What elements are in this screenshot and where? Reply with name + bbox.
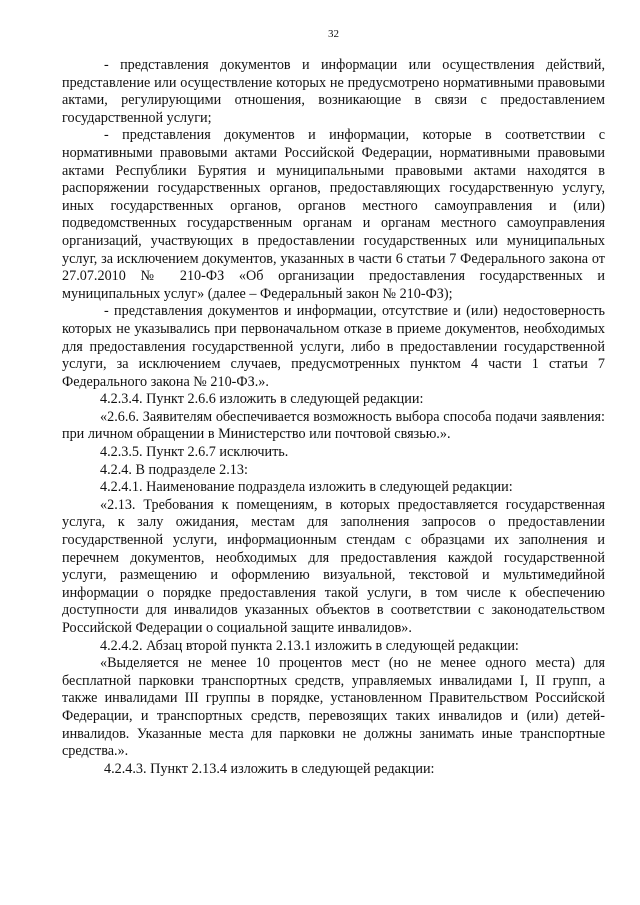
paragraph-5: «2.6.6. Заявителям обеспечивается возможность выбора способа подачи заявления: при личном обращении в Министерство или почтовой связью.».: [62, 408, 605, 443]
paragraph-7: 4.2.4. В подразделе 2.13:: [100, 461, 248, 478]
paragraph-9: «2.13. Требования к помещениям, в которых предоставляется государственная услуга, к залу ожидания, местам для заполнения запросов о предоставлении государственной услуги, информационным стендам с образцами их заполнения и перечнем документов, необходимых для предоставления каждой государственной услуги, размещению и оформлению визуальной, текстовой и мультимедийной информации о порядке предоставления такой услуги, в том числе к обеспечению доступности для инвалидов указанных объектов в соответствии с законодательством Российской Федерации о социальной защите инвалидов».: [62, 496, 605, 636]
paragraph-1: - представления документов и информации или осуществления действий, представление или осуществление которых не предусмотрено нормативными правовыми актами, регулирующими отношения, возникающие в связи с предоставлением государственной услуги;: [62, 57, 605, 126]
page-number: 32: [328, 28, 339, 40]
paragraph-10: 4.2.4.2. Абзац второй пункта 2.13.1 изложить в следующей редакции:: [100, 637, 519, 654]
paragraph-2: - представления документов и информации, которые в соответствии с нормативными правовыми актами Российской Федерации, нормативными правовыми актами Республики Бурятия и муниципальными правовыми актами находятся в распоряжении государственных органов, предоставляющих государственную услугу, иных государственных органов, органов местного самоуправления и (или) подведомственных государственным органам и органам местного самоуправления организаций, участвующих в предоставлении государственных или муниципальных услуг, за исключением документов, указанных в части 6 статьи 7 Федерального закона от 27.07.2010 № 210-ФЗ «Об организации предоставления государственных и муниципальных услуг» (далее – Федеральный закон № 210-ФЗ);: [62, 127, 605, 302]
paragraph-8: 4.2.4.1. Наименование подраздела изложить в следующей редакции:: [100, 479, 513, 496]
paragraph-6: 4.2.3.5. Пункт 2.6.7 исключить.: [100, 444, 289, 461]
paragraph-12: 4.2.4.3. Пункт 2.13.4 изложить в следующей редакции:: [104, 760, 435, 777]
paragraph-4: 4.2.3.4. Пункт 2.6.6 изложить в следующей редакции:: [100, 391, 424, 408]
document-body: [62, 57, 605, 778]
paragraph-11: «Выделяется не менее 10 процентов мест (но не менее одного места) для бесплатной парковки транспортных средств, управляемых инвалидами I, II групп, а также инвалидами III группы в порядке, установленном Правительством Российской Федерации, и транспортных средств, перевозящих таких инвалидов и (или) детей-инвалидов. Указанные места для парковки не должны занимать иные транспортные средства.».: [62, 655, 605, 760]
paragraph-3: - представления документов и информации, отсутствие и (или) недостоверность которых не указывались при первоначальном отказе в приеме документов, необходимых для предоставления государственной услуги, либо в предоставлении государственной услуги, за исключением случаев, предусмотренных пунктом 4 части 1 статьи 7 Федерального закона № 210-ФЗ.».: [62, 303, 605, 390]
